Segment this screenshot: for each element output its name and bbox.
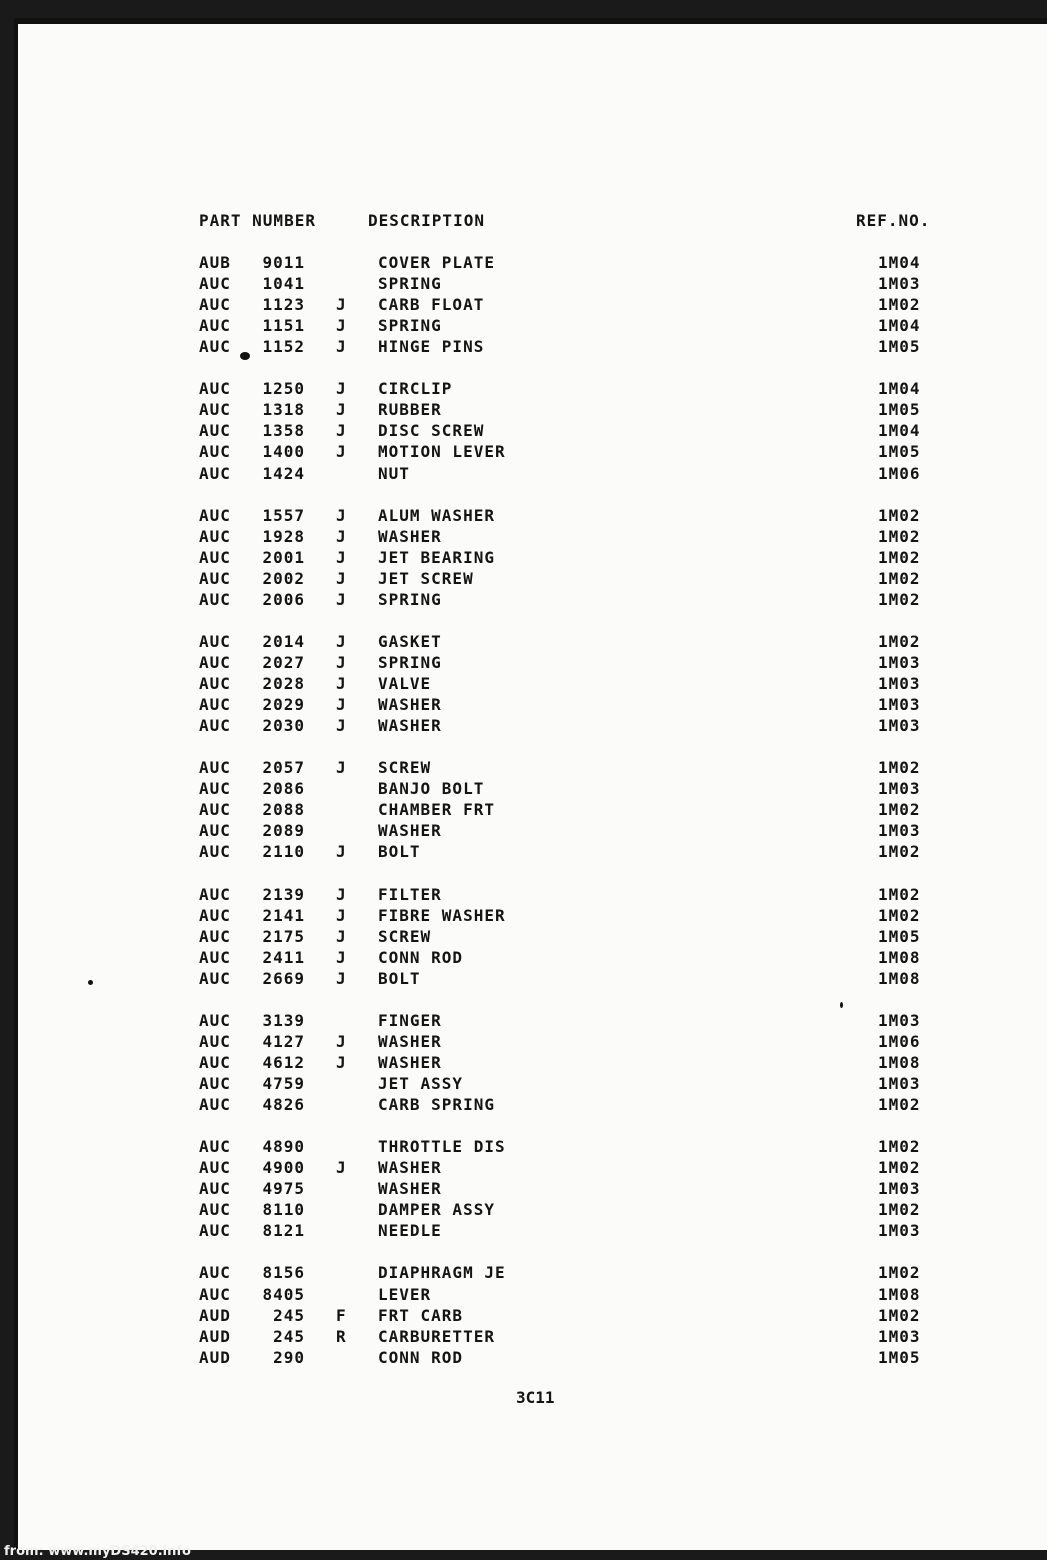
ref-number: 1M02 bbox=[878, 1137, 921, 1157]
part-prefix: AUC bbox=[199, 800, 231, 820]
part-number: 1250 bbox=[262, 379, 305, 399]
ref-number: 1M03 bbox=[878, 1326, 921, 1346]
part-number: 8121 bbox=[262, 1221, 305, 1241]
ref-number: 1M02 bbox=[878, 884, 921, 904]
ref-number: 1M08 bbox=[878, 1052, 921, 1072]
part-number: 245 bbox=[273, 1305, 305, 1325]
part-description: SPRING bbox=[378, 652, 442, 672]
part-prefix: AUC bbox=[199, 1179, 231, 1199]
part-description: FRT CARB bbox=[378, 1305, 464, 1325]
table-row bbox=[18, 884, 1047, 906]
part-description: BANJO BOLT bbox=[378, 779, 485, 799]
ref-number: 1M08 bbox=[878, 1284, 921, 1304]
ref-number: 1M03 bbox=[878, 716, 921, 736]
part-number: 2029 bbox=[262, 695, 305, 715]
part-description: FILTER bbox=[378, 884, 442, 904]
part-description: CARB SPRING bbox=[378, 1095, 495, 1114]
ref-number: 1M05 bbox=[878, 442, 921, 462]
part-prefix: AUC bbox=[199, 1095, 231, 1114]
ref-number: 1M06 bbox=[878, 463, 921, 483]
part-prefix: AUC bbox=[199, 947, 231, 967]
part-number: 1557 bbox=[262, 505, 305, 525]
part-description: CHAMBER FRT bbox=[378, 800, 495, 820]
table-header bbox=[18, 210, 1047, 232]
part-description: CIRCLIP bbox=[378, 379, 453, 399]
part-prefix: AUD bbox=[199, 1305, 231, 1325]
table-row bbox=[18, 441, 1047, 463]
part-description: BOLT bbox=[378, 968, 421, 988]
part-number: 2088 bbox=[262, 800, 305, 820]
part-number: 245 bbox=[273, 1326, 305, 1346]
part-description: DAMPER ASSY bbox=[378, 1200, 495, 1220]
ref-number: 1M06 bbox=[878, 1031, 921, 1051]
ref-number: 1M03 bbox=[878, 674, 921, 693]
part-prefix: AUB bbox=[199, 253, 231, 272]
table-row bbox=[18, 568, 1047, 590]
ink-speck bbox=[88, 980, 93, 985]
part-number: 1041 bbox=[262, 274, 305, 294]
part-description: SCREW bbox=[378, 926, 432, 946]
part-prefix: AUC bbox=[199, 400, 231, 420]
ref-number: 1M03 bbox=[878, 1010, 921, 1030]
ink-speck bbox=[840, 1002, 843, 1008]
part-suffix: J bbox=[336, 1052, 347, 1072]
ref-number: 1M02 bbox=[878, 589, 921, 609]
part-prefix: AUC bbox=[199, 1263, 231, 1283]
part-prefix: AUC bbox=[199, 842, 231, 862]
table-row bbox=[18, 694, 1047, 716]
part-number: 2027 bbox=[262, 652, 305, 672]
part-suffix: J bbox=[336, 905, 347, 925]
table-row bbox=[18, 547, 1047, 569]
table-row bbox=[18, 820, 1047, 842]
part-number: 8110 bbox=[262, 1200, 305, 1220]
table-row bbox=[18, 505, 1047, 527]
ref-number: 1M02 bbox=[878, 905, 921, 925]
part-description: BOLT bbox=[378, 842, 421, 862]
table-row bbox=[18, 1220, 1047, 1242]
part-description: FIBRE WASHER bbox=[378, 905, 506, 925]
part-prefix: AUC bbox=[199, 274, 231, 294]
part-description: THROTTLE DIS bbox=[378, 1137, 506, 1157]
part-description: WASHER bbox=[378, 1179, 442, 1199]
table-row bbox=[18, 463, 1047, 485]
page-number: 3C11 bbox=[516, 1388, 555, 1407]
table-row bbox=[18, 1136, 1047, 1158]
ref-number: 1M03 bbox=[878, 1179, 921, 1199]
part-number: 1152 bbox=[262, 337, 305, 357]
part-suffix: J bbox=[336, 674, 347, 693]
part-prefix: AUC bbox=[199, 1052, 231, 1072]
table-row bbox=[18, 715, 1047, 737]
ref-number: 1M02 bbox=[878, 800, 921, 820]
part-description: GASKET bbox=[378, 631, 442, 651]
table-row bbox=[18, 378, 1047, 400]
table-row bbox=[18, 315, 1047, 337]
table-row bbox=[18, 1031, 1047, 1053]
ref-number: 1M04 bbox=[878, 421, 921, 441]
table-row bbox=[18, 399, 1047, 421]
part-number: 4826 bbox=[262, 1095, 305, 1114]
part-suffix: J bbox=[336, 379, 347, 399]
ref-number: 1M05 bbox=[878, 337, 921, 357]
part-prefix: AUC bbox=[199, 421, 231, 441]
part-description: VALVE bbox=[378, 674, 432, 693]
part-suffix: J bbox=[336, 695, 347, 715]
part-number: 290 bbox=[273, 1347, 305, 1367]
ref-number: 1M05 bbox=[878, 926, 921, 946]
part-number: 2002 bbox=[262, 568, 305, 588]
part-number: 2030 bbox=[262, 716, 305, 736]
part-prefix: AUC bbox=[199, 379, 231, 399]
part-prefix: AUC bbox=[199, 1284, 231, 1304]
part-suffix: J bbox=[336, 316, 347, 336]
part-prefix: AUC bbox=[199, 695, 231, 715]
part-suffix: J bbox=[336, 758, 347, 778]
table-row bbox=[18, 1073, 1047, 1095]
table-row bbox=[18, 652, 1047, 674]
table-row bbox=[18, 673, 1047, 695]
ref-number: 1M08 bbox=[878, 947, 921, 967]
part-description: SPRING bbox=[378, 589, 442, 609]
part-description: JET ASSY bbox=[378, 1074, 464, 1093]
part-description: ALUM WASHER bbox=[378, 505, 495, 525]
part-prefix: AUC bbox=[199, 884, 231, 904]
ref-number: 1M02 bbox=[878, 505, 921, 525]
part-prefix: AUC bbox=[199, 463, 231, 483]
ref-number: 1M03 bbox=[878, 779, 921, 799]
table-row bbox=[18, 336, 1047, 358]
part-description: RUBBER bbox=[378, 400, 442, 420]
part-prefix: AUC bbox=[199, 589, 231, 609]
part-number: 2110 bbox=[262, 842, 305, 862]
table-row bbox=[18, 1094, 1047, 1116]
table-row bbox=[18, 1347, 1047, 1369]
part-prefix: AUC bbox=[199, 1200, 231, 1220]
part-number: 2014 bbox=[262, 631, 305, 651]
part-prefix: AUC bbox=[199, 547, 231, 567]
part-prefix: AUC bbox=[199, 1137, 231, 1157]
table-row bbox=[18, 1305, 1047, 1327]
table-row bbox=[18, 589, 1047, 611]
part-description: MOTION LEVER bbox=[378, 442, 506, 462]
part-number: 4127 bbox=[262, 1031, 305, 1051]
ref-number: 1M02 bbox=[878, 568, 921, 588]
part-description: COVER PLATE bbox=[378, 253, 495, 272]
table-row bbox=[18, 294, 1047, 316]
part-number: 1358 bbox=[262, 421, 305, 441]
part-suffix: J bbox=[336, 442, 347, 462]
ref-number: 1M03 bbox=[878, 274, 921, 294]
part-description: WASHER bbox=[378, 526, 442, 546]
part-prefix: AUC bbox=[199, 905, 231, 925]
part-description: SPRING bbox=[378, 274, 442, 294]
part-number: 1151 bbox=[262, 316, 305, 336]
part-number: 1400 bbox=[262, 442, 305, 462]
part-prefix: AUC bbox=[199, 442, 231, 462]
table-row bbox=[18, 252, 1047, 274]
part-suffix: R bbox=[336, 1326, 347, 1346]
part-description: CARB FLOAT bbox=[378, 295, 485, 315]
table-row bbox=[18, 947, 1047, 969]
ink-smudge bbox=[240, 352, 250, 360]
part-number: 2141 bbox=[262, 905, 305, 925]
ref-number: 1M03 bbox=[878, 695, 921, 715]
part-prefix: AUC bbox=[199, 968, 231, 988]
part-number: 4890 bbox=[262, 1137, 305, 1157]
part-number: 4900 bbox=[262, 1158, 305, 1178]
part-number: 2006 bbox=[262, 589, 305, 609]
part-number: 9011 bbox=[262, 253, 305, 272]
ref-number: 1M04 bbox=[878, 379, 921, 399]
part-suffix: J bbox=[336, 589, 347, 609]
table-row bbox=[18, 1262, 1047, 1284]
part-number: 1318 bbox=[262, 400, 305, 420]
part-suffix: J bbox=[336, 968, 347, 988]
part-suffix: J bbox=[336, 716, 347, 736]
ref-number: 1M08 bbox=[878, 968, 921, 988]
ref-number: 1M02 bbox=[878, 1200, 921, 1220]
table-row bbox=[18, 1199, 1047, 1221]
part-number: 2411 bbox=[262, 947, 305, 967]
part-description: JET BEARING bbox=[378, 547, 495, 567]
header-part-number: PART NUMBER bbox=[199, 211, 316, 230]
part-number: 2669 bbox=[262, 968, 305, 988]
part-description: WASHER bbox=[378, 1158, 442, 1178]
part-suffix: J bbox=[336, 1031, 347, 1051]
part-description: SPRING bbox=[378, 316, 442, 336]
part-description: SCREW bbox=[378, 758, 432, 778]
table-row bbox=[18, 841, 1047, 863]
part-suffix: J bbox=[336, 631, 347, 651]
part-number: 2175 bbox=[262, 926, 305, 946]
part-prefix: AUD bbox=[199, 1347, 231, 1367]
part-prefix: AUC bbox=[199, 316, 231, 336]
part-number: 1928 bbox=[262, 526, 305, 546]
part-description: WASHER bbox=[378, 1052, 442, 1072]
ref-number: 1M02 bbox=[878, 295, 921, 315]
part-number: 2139 bbox=[262, 884, 305, 904]
part-number: 4759 bbox=[262, 1074, 305, 1093]
part-description: DISC SCREW bbox=[378, 421, 485, 441]
header-ref-no: REF.NO. bbox=[856, 211, 931, 230]
part-suffix: J bbox=[336, 400, 347, 420]
part-description: LEVER bbox=[378, 1284, 432, 1304]
part-number: 1424 bbox=[262, 463, 305, 483]
part-suffix: J bbox=[336, 547, 347, 567]
part-number: 2089 bbox=[262, 821, 305, 841]
part-description: NEEDLE bbox=[378, 1221, 442, 1241]
table-row bbox=[18, 799, 1047, 821]
table-row bbox=[18, 273, 1047, 295]
part-prefix: AUC bbox=[199, 1074, 231, 1093]
part-prefix: AUC bbox=[199, 505, 231, 525]
ref-number: 1M02 bbox=[878, 1305, 921, 1325]
part-prefix: AUC bbox=[199, 652, 231, 672]
part-prefix: AUC bbox=[199, 1221, 231, 1241]
part-suffix: J bbox=[336, 505, 347, 525]
part-prefix: AUC bbox=[199, 526, 231, 546]
part-prefix: AUC bbox=[199, 674, 231, 693]
ref-number: 1M04 bbox=[878, 253, 921, 272]
ref-number: 1M02 bbox=[878, 547, 921, 567]
part-prefix: AUC bbox=[199, 568, 231, 588]
part-suffix: J bbox=[336, 337, 347, 357]
part-number: 2057 bbox=[262, 758, 305, 778]
table-row bbox=[18, 778, 1047, 800]
ref-number: 1M02 bbox=[878, 842, 921, 862]
part-description: WASHER bbox=[378, 821, 442, 841]
part-suffix: J bbox=[336, 926, 347, 946]
table-row bbox=[18, 1284, 1047, 1306]
part-prefix: AUD bbox=[199, 1326, 231, 1346]
part-description: WASHER bbox=[378, 716, 442, 736]
table-row bbox=[18, 631, 1047, 653]
ref-number: 1M02 bbox=[878, 631, 921, 651]
ref-number: 1M03 bbox=[878, 1221, 921, 1241]
table-row bbox=[18, 968, 1047, 990]
table-row bbox=[18, 1157, 1047, 1179]
ref-number: 1M05 bbox=[878, 400, 921, 420]
part-description: HINGE PINS bbox=[378, 337, 485, 357]
part-number: 2028 bbox=[262, 674, 305, 693]
table-row bbox=[18, 757, 1047, 779]
part-prefix: AUC bbox=[199, 337, 231, 357]
part-prefix: AUC bbox=[199, 926, 231, 946]
part-number: 3139 bbox=[262, 1010, 305, 1030]
part-prefix: AUC bbox=[199, 779, 231, 799]
part-number: 1123 bbox=[262, 295, 305, 315]
parts-list-page bbox=[14, 18, 1047, 1550]
part-suffix: J bbox=[336, 842, 347, 862]
part-number: 8405 bbox=[262, 1284, 305, 1304]
part-description: JET SCREW bbox=[378, 568, 474, 588]
ref-number: 1M02 bbox=[878, 526, 921, 546]
part-number: 4612 bbox=[262, 1052, 305, 1072]
part-prefix: AUC bbox=[199, 631, 231, 651]
part-number: 4975 bbox=[262, 1179, 305, 1199]
part-suffix: J bbox=[336, 568, 347, 588]
ref-number: 1M02 bbox=[878, 1263, 921, 1283]
part-prefix: AUC bbox=[199, 758, 231, 778]
part-prefix: AUC bbox=[199, 1031, 231, 1051]
ref-number: 1M03 bbox=[878, 652, 921, 672]
part-prefix: AUC bbox=[199, 295, 231, 315]
part-suffix: J bbox=[336, 295, 347, 315]
part-suffix: J bbox=[336, 947, 347, 967]
part-description: FINGER bbox=[378, 1010, 442, 1030]
part-description: WASHER bbox=[378, 695, 442, 715]
part-description: CONN ROD bbox=[378, 1347, 464, 1367]
part-prefix: AUC bbox=[199, 821, 231, 841]
part-prefix: AUC bbox=[199, 1010, 231, 1030]
part-description: WASHER bbox=[378, 1031, 442, 1051]
part-description: CARBURETTER bbox=[378, 1326, 495, 1346]
part-number: 8156 bbox=[262, 1263, 305, 1283]
ref-number: 1M02 bbox=[878, 758, 921, 778]
ref-number: 1M02 bbox=[878, 1158, 921, 1178]
part-suffix: J bbox=[336, 1158, 347, 1178]
table-row bbox=[18, 905, 1047, 927]
part-description: CONN ROD bbox=[378, 947, 464, 967]
table-row bbox=[18, 1010, 1047, 1032]
part-suffix: J bbox=[336, 421, 347, 441]
table-row bbox=[18, 1178, 1047, 1200]
header-description: DESCRIPTION bbox=[368, 211, 485, 230]
part-number: 2086 bbox=[262, 779, 305, 799]
ref-number: 1M03 bbox=[878, 1074, 921, 1093]
part-description: DIAPHRAGM JE bbox=[378, 1263, 506, 1283]
source-watermark: from: www.myDS420.info bbox=[4, 1544, 191, 1559]
table-row bbox=[18, 420, 1047, 442]
table-row bbox=[18, 1326, 1047, 1348]
table-row bbox=[18, 926, 1047, 948]
part-suffix: J bbox=[336, 652, 347, 672]
ref-number: 1M04 bbox=[878, 316, 921, 336]
part-suffix: J bbox=[336, 884, 347, 904]
part-description: NUT bbox=[378, 463, 410, 483]
part-suffix: J bbox=[336, 526, 347, 546]
part-number: 2001 bbox=[262, 547, 305, 567]
ref-number: 1M02 bbox=[878, 1095, 921, 1114]
table-row bbox=[18, 526, 1047, 548]
ref-number: 1M05 bbox=[878, 1347, 921, 1367]
table-row bbox=[18, 1052, 1047, 1074]
ref-number: 1M03 bbox=[878, 821, 921, 841]
part-suffix: F bbox=[336, 1305, 347, 1325]
part-prefix: AUC bbox=[199, 716, 231, 736]
part-prefix: AUC bbox=[199, 1158, 231, 1178]
